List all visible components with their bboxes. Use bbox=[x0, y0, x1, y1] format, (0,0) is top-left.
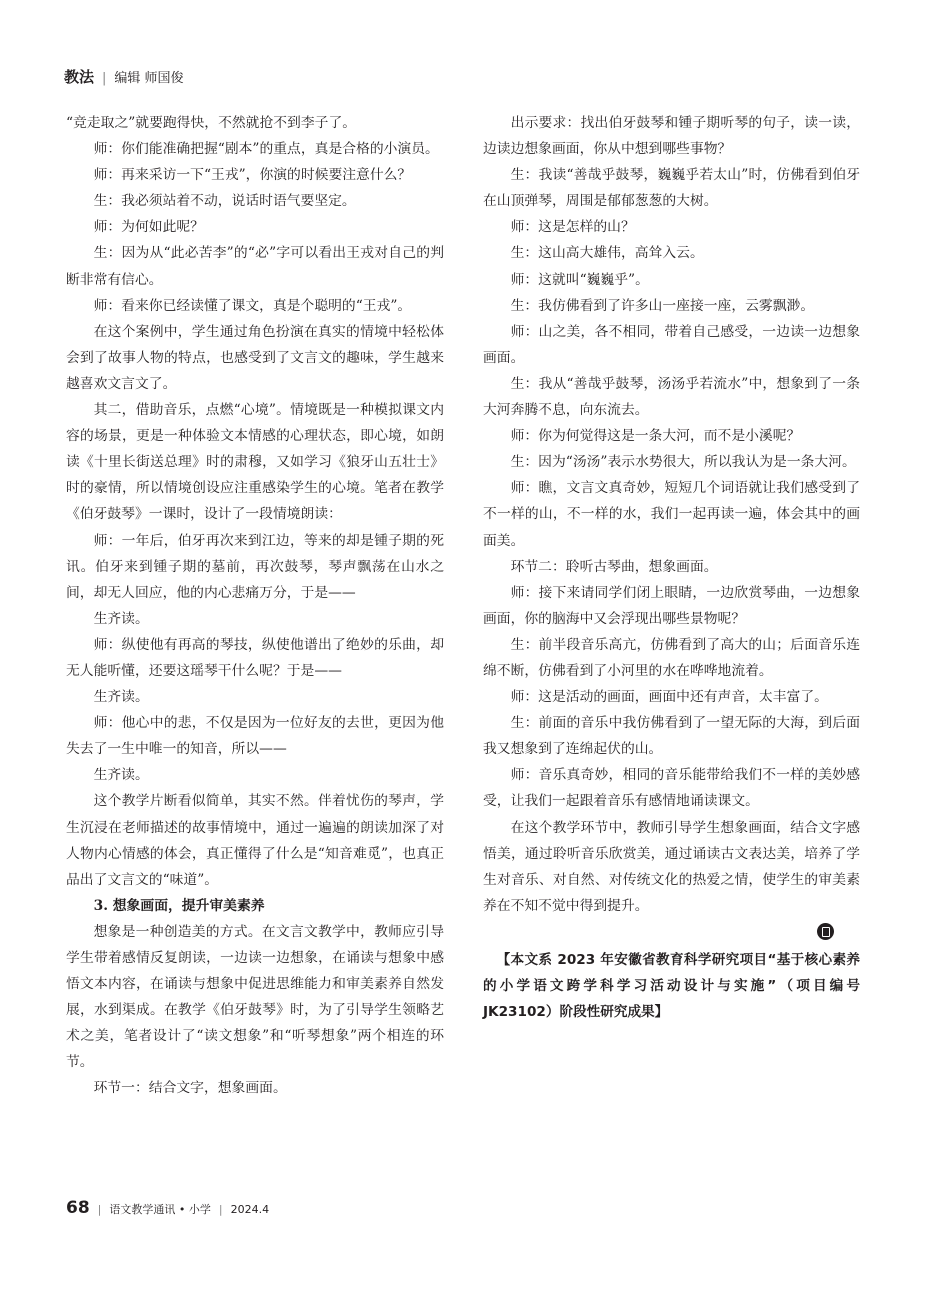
paragraph: 生：因为从“此必苦李”的“必”字可以看出王戎对自己的判断非常有信心。 bbox=[66, 245, 444, 288]
header-divider: | bbox=[102, 71, 107, 86]
paragraph: 生：我必须站着不动，说话时语气要坚定。 bbox=[93, 193, 356, 210]
editor-credit: 编辑 师国俊 bbox=[114, 71, 184, 86]
end-mark-row bbox=[483, 919, 860, 947]
paragraph: 这个教学片断看似简单，其实不然。伴着忧伤的琴声，学生沉浸在老师描述的故事情境中，通过一遍遍的朗读加深了对人物内心情感的体会，真正懂得了什么是“知音难觅”，也真正品出了文言文的“味道”。 bbox=[66, 793, 444, 888]
paragraph: 生齐读。 bbox=[93, 610, 149, 627]
paragraph: 出示要求：找出伯牙鼓琴和锺子期听琴的句子，读一读，边读边想象画面，你从中想到哪些事物？ bbox=[483, 115, 860, 158]
paragraph: 师：再来采访一下“王戎”，你演的时候要注意什么？ bbox=[93, 167, 412, 184]
paragraph: 生：这山高大雄伟，高耸入云。 bbox=[510, 245, 704, 262]
right-paragraphs bbox=[483, 110, 860, 919]
paragraph: 师：这是怎样的山？ bbox=[510, 219, 635, 236]
paragraph: 生：我仿佛看到了许多山一座接一座，云雾飘渺。 bbox=[510, 297, 815, 314]
section-label: 教法 bbox=[64, 68, 95, 86]
journal-end-mark-icon bbox=[817, 923, 834, 940]
paragraph: 环节一：结合文字，想象画面。 bbox=[93, 1080, 287, 1097]
paragraph: “竞走取之”就要跑得快，不然就抢不到李子了。 bbox=[66, 115, 357, 131]
journal-name: 语文教学通讯 • 小学 bbox=[109, 1203, 211, 1216]
funding-note: 【本文系 2023 年安徽省教育科学研究项目“基于核心素养的小学语文跨学科学习活动设计与实施”（项目编号 JK23102）阶段性研究成果】 bbox=[483, 951, 860, 1020]
paragraph: 师：这就叫“巍巍乎”。 bbox=[510, 271, 649, 288]
paragraph: 生齐读。 bbox=[93, 767, 149, 784]
left-text-column bbox=[66, 110, 444, 1102]
footer-divider: | bbox=[218, 1203, 223, 1216]
paragraph: 生齐读。 bbox=[93, 689, 149, 706]
paragraph: 师：看来你已经读懂了课文，真是个聪明的“王戎”。 bbox=[93, 297, 412, 314]
paragraph: 想象是一种创造美的方式。在文言文教学中，教师应引导学生带着感情反复朗读，一边读一边想象，在诵读与想象中感悟文本内容，在诵读与想象中促进思维能力和审美素养自然发展，水到渠成。在教学《伯牙鼓琴》时，为了引导学生领略艺术之美，笔者设计了“读文想象”和“听琴想象”两个相连的环节。 bbox=[66, 923, 444, 1071]
paragraph: 师：他心中的悲，不仅是因为一位好友的去世，更因为他失去了一生中唯一的知音，所以—— bbox=[66, 715, 444, 758]
paragraph: 师：音乐真奇妙，相同的音乐能带给我们不一样的美妙感受，让我们一起跟着音乐有感情地诵读课文。 bbox=[483, 767, 860, 810]
right-text-column bbox=[483, 110, 860, 1025]
paragraph: 生：因为“汤汤”表示水势很大，所以我认为是一条大河。 bbox=[510, 454, 856, 471]
paragraph: 环节二：聆听古琴曲，想象画面。 bbox=[510, 558, 718, 575]
paragraph: 生：前面的音乐中我仿佛看到了一望无际的大海，到后面我又想象到了连绵起伏的山。 bbox=[483, 715, 860, 758]
paragraph: 师：你为何觉得这是一条大河，而不是小溪呢？ bbox=[510, 428, 801, 445]
paragraph: 师：你们能准确把握“剧本”的重点，真是合格的小演员。 bbox=[93, 141, 439, 158]
running-footer bbox=[66, 1198, 269, 1218]
paragraph: 生：我读“善哉乎鼓琴，巍巍乎若太山”时，仿佛看到伯牙在山顶弹琴，周围是郁郁葱葱的大树。 bbox=[483, 167, 860, 210]
paragraph: 师：接下来请同学们闭上眼睛，一边欣赏琴曲，一边想象画面，你的脑海中又会浮现出哪些景物呢？ bbox=[483, 584, 860, 627]
running-header bbox=[64, 66, 184, 87]
section-heading: 3. 想象画面，提升审美素养 bbox=[93, 897, 265, 914]
paragraph: 生：我从“善哉乎鼓琴，汤汤乎若流水”中，想象到了一条大河奔腾不息，向东流去。 bbox=[483, 375, 860, 419]
footer-divider: | bbox=[97, 1203, 102, 1216]
paragraph: 在这个案例中，学生通过角色扮演在真实的情境中轻松体会到了故事人物的特点，也感受到了文言文的趣味，学生越来越喜欢文言文了。 bbox=[66, 323, 444, 392]
issue-date: 2024.4 bbox=[230, 1203, 270, 1216]
paragraph: 生：前半段音乐高亢，仿佛看到了高大的山；后面音乐连绵不断，仿佛看到了小河里的水在哗哗地流着。 bbox=[483, 636, 860, 679]
paragraph: 师：这是活动的画面，画面中还有声音，太丰富了。 bbox=[510, 689, 828, 706]
paragraph: 在这个教学环节中，教师引导学生想象画面，结合文字感悟美，通过聆听音乐欣赏美，通过诵读古文表达美，培养了学生对音乐、对自然、对传统文化的热爱之情，使学生的审美素养在不知不觉中得到提升。 bbox=[483, 819, 860, 914]
paragraph: 师：瞧，文言文真奇妙，短短几个词语就让我们感受到了不一样的山，不一样的水，我们一起再读一遍，体会其中的画面美。 bbox=[483, 480, 860, 549]
page-number: 68 bbox=[66, 1198, 90, 1218]
paragraph: 师：纵使他有再高的琴技，纵使他谱出了绝妙的乐曲，却无人能听懂，还要这瑶琴干什么呢？于是—— bbox=[66, 636, 444, 679]
paragraph: 其二，借助音乐，点燃“心境”。情境既是一种模拟课文内容的场景，更是一种体验文本情感的心理状态，即心境，如朗读《十里长街送总理》时的肃穆，又如学习《狼牙山五壮士》时的豪情，所以情境创设应注重感染学生的心境。笔者在教学《伯牙鼓琴》一课时，设计了一段情境朗读： bbox=[66, 402, 444, 523]
paragraph: 师：为何如此呢？ bbox=[93, 219, 204, 236]
paragraph: 师：一年后，伯牙再次来到江边，等来的却是锺子期的死讯。伯牙来到锺子期的墓前，再次鼓琴，琴声飘荡在山水之间，却无人回应，他的内心悲痛万分，于是—— bbox=[66, 532, 444, 601]
paragraph: 师：山之美，各不相同，带着自己感受，一边读一边想象画面。 bbox=[483, 323, 860, 366]
